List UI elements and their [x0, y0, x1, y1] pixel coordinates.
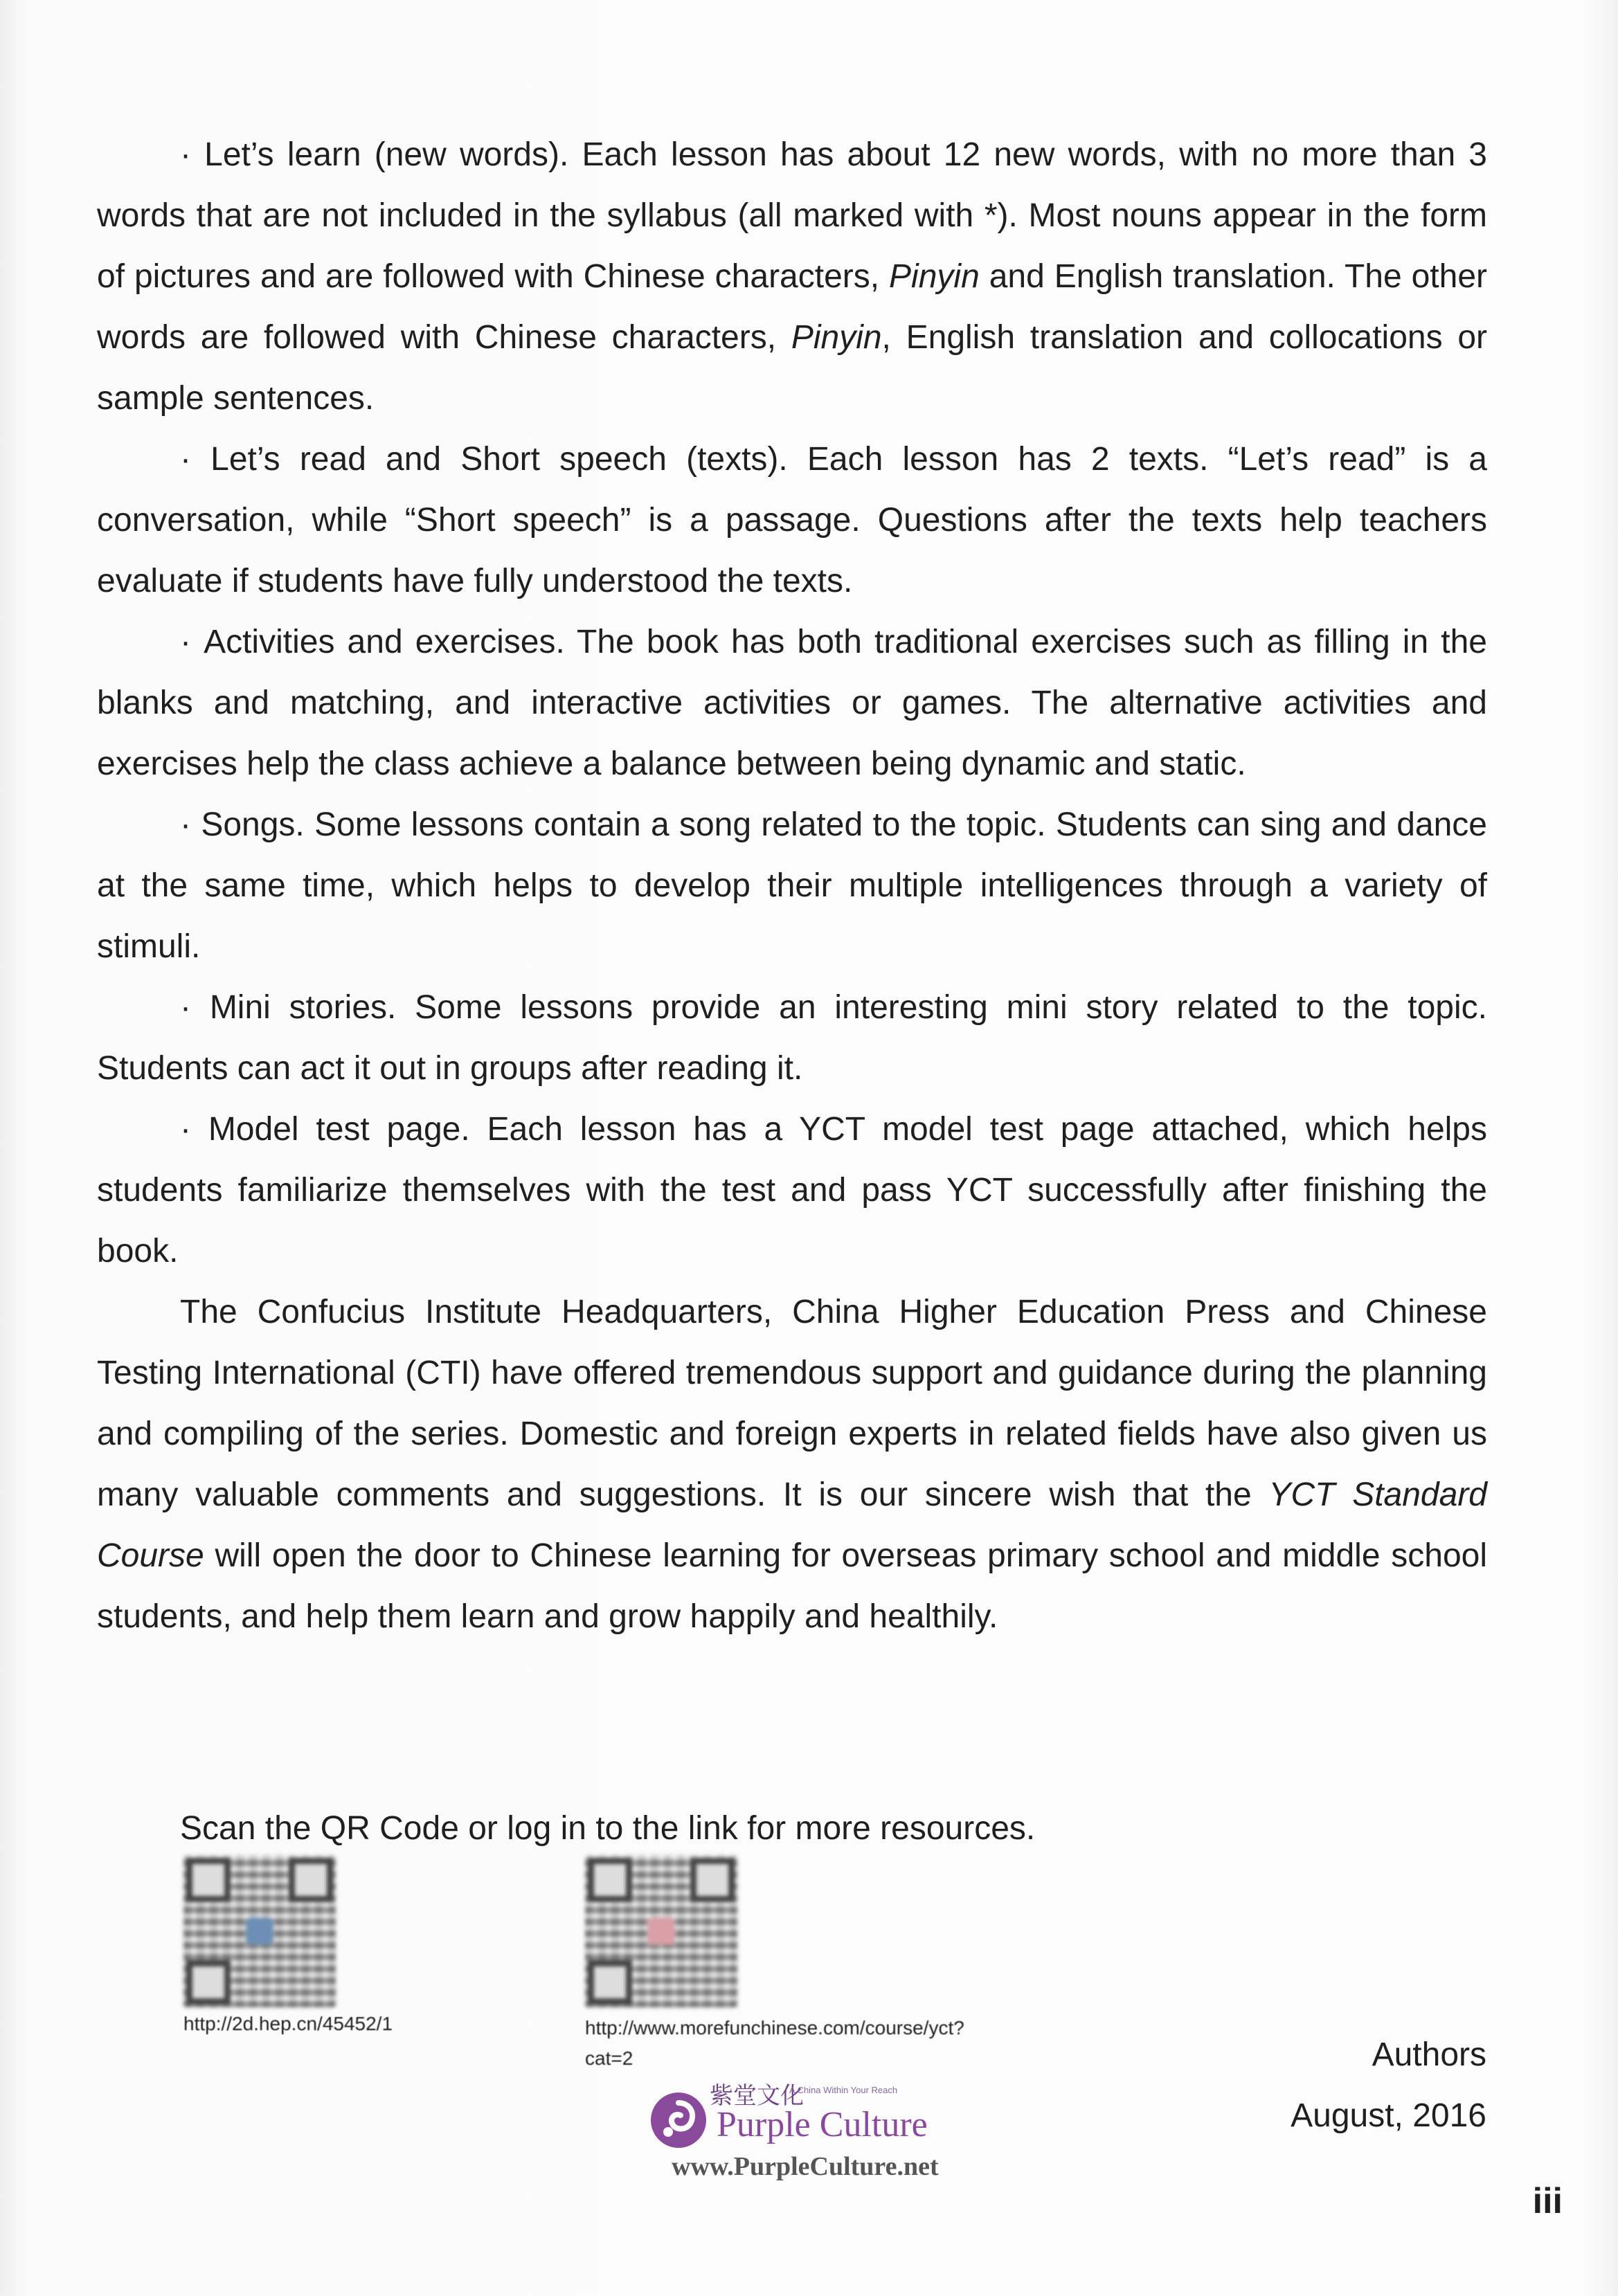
- date-label: August, 2016: [1291, 2097, 1486, 2134]
- page-number: iii: [1532, 2181, 1563, 2221]
- watermark-tagline: A China Within Your Reach: [789, 2085, 898, 2095]
- paragraph-songs: · Songs. Some lessons contain a song related to the topic. Students can sing and dance at the same time, which helps to develop their multiple intelligences through a variety of stimuli.: [97, 795, 1487, 977]
- qr-code-image[interactable]: [585, 1855, 737, 2007]
- qr-code-hep[interactable]: [183, 1855, 393, 2035]
- scan-instructions: Scan the QR Code or log in to the link for more resources.: [180, 1810, 1036, 1847]
- paragraph-activities: · Activities and exercises. The book has both traditional exercises such as filling in the blanks and matching, and interactive activities or games. The alternative activities and exercises help the class achieve a balance between being dynamic and static.: [97, 612, 1487, 795]
- qr-code-image[interactable]: [183, 1855, 336, 2007]
- morefun-logo-icon: [647, 1917, 675, 1945]
- purple-culture-logo-icon: [647, 2089, 710, 2151]
- paragraph-model-test: · Model test page. Each lesson has a YCT model test page attached, which helps students familiarize themselves with the test and pass YCT successfully after finishing the book.: [97, 1099, 1487, 1282]
- signature: [1291, 2025, 1486, 2146]
- paragraph-new-words: · Let’s learn (new words). Each lesson has about 12 new words, with no more than 3 words that are not included in the syllabus (all marked with *). Most nouns appear in the form of pictures and are followed with Chinese characters, Pinyin and English translation. The other words are followed with Chinese characters, Pinyin, English translation and collocations or sample sentences.: [97, 125, 1487, 429]
- body-text: [97, 125, 1487, 1647]
- authors-label: Authors: [1372, 2036, 1486, 2073]
- qr-code-morefun[interactable]: [585, 1855, 964, 2074]
- qr-url-morefun[interactable]: http://www.morefunchinese.com/course/yct?cat=2: [585, 2017, 964, 2069]
- paragraph-acknowledgements: The Confucius Institute Headquarters, China Higher Education Press and Chinese Testing International (CTI) have offered tremendous support and guidance during the planning and compiling of the series. Domestic and foreign experts in related fields have also given us many valuable comments and suggestions. It is our sincere wish that the YCT Standard Course will open the door to Chinese learning for overseas primary school and middle school students, and help them learn and grow happily and healthily.: [97, 1294, 1488, 1635]
- watermark-name: Purple Culture: [717, 2105, 928, 2144]
- paragraph-mini-stories: · Mini stories. Some lessons provide an interesting mini story related to the topic. Students can act it out in groups after reading it.: [97, 977, 1487, 1099]
- paragraph-texts: · Let’s read and Short speech (texts). Each lesson has 2 texts. “Let’s read” is a conversation, while “Short speech” is a passage. Questions after the texts help teachers evaluate if students have fully understood the texts.: [97, 429, 1487, 612]
- qr-url-hep[interactable]: http://2d.hep.cn/45452/1: [183, 2013, 393, 2034]
- purple-culture-watermark: [647, 2077, 980, 2180]
- watermark-chinese: 紫堂文化: [710, 2082, 804, 2110]
- hep-logo-icon: [246, 1917, 273, 1945]
- watermark-url: www.PurpleCulture.net: [672, 2152, 939, 2181]
